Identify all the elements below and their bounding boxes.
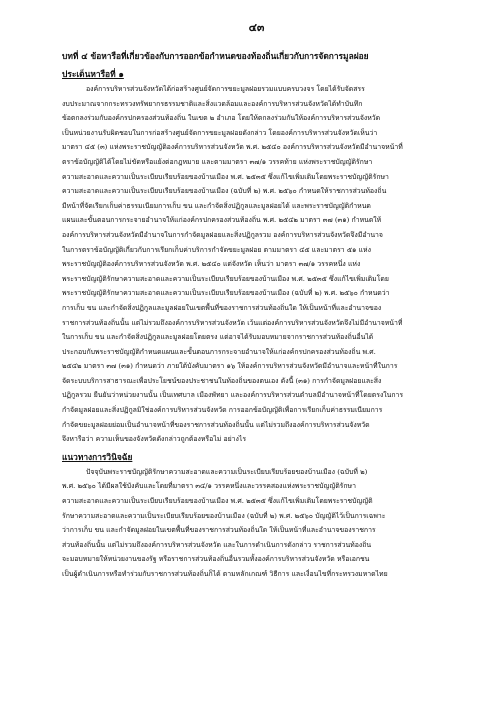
page-number: ๔๓ [248,21,265,34]
text-line: พระราชบัญญัติรักษาความสะอาดและความเป็นระเบียบเรียบร้อยของบ้านเมือง (ฉบับที่ ๒) พ.ศ. ๒๕๖๐ กำหนดว่า [62,289,390,298]
text-line: ในการตราข้อบัญญัติเกี่ยวกับการเรียกเก็บค่าบริการกำจัดขยะมูลฝอย ตามมาตรา ๔๕ และมาตรา ๕๑ แห่ง [62,245,371,254]
text-line: พระราชบัญญัติรักษาความสะอาดและความเป็นระเบียบเรียบร้อยของบ้านเมือง พ.ศ. ๒๕๓๕ ซึ่งแก้ไขเพิ่มเติมโดย [62,274,389,283]
text-line: องค์การบริหารส่วนจังหวัดได้ก่อสร้างศูนย์จัดการขยะมูลฝอยรวมแบบครบวงจร โดยได้รับจัดสรร [86,85,365,93]
text-line: ปัจจุบันพระราชบัญญัติรักษาความสะอาดและความเป็นระเบียบเรียบร้อยของบ้านเมือง (ฉบับที่ ๒) [86,467,368,476]
text-line: กำจัดมูลฝอยและสิ่งปฏิกูลมิใช่องค์การบริหารส่วนจังหวัด การออกข้อบัญญัติเพื่อการเรียกเก็บค่าธรรมเนียมการ [62,406,383,415]
text-line: รักษาความสะอาดและความเป็นระเบียบเรียบร้อยของบ้านเมือง (ฉบับที่ ๒) พ.ศ. ๒๕๖๐ บัญญัติไว้เป็นการเฉพาะ [62,511,386,520]
issue-heading: ประเด็นหารือที่ ๑ [62,69,124,79]
text-line: ตราข้อบัญญัติได้โดยไม่ขัดหรือแย้งต่อกฎหมาย และตามมาตรา ๓๗/๑ วรรคท้าย แห่งพระราชบัญญัติรักษา [62,157,373,166]
text-line: แผนและขั้นตอนการกระจายอำนาจให้แก่องค์กรปกครองส่วนท้องถิ่น พ.ศ. ๒๕๔๒ มาตรา ๓๗ (๓๑) กำหนดให้ [62,216,382,225]
text-line: ราชการส่วนท้องถิ่นนั้น แต่ไม่รวมถึงองค์การบริหารส่วนจังหวัด เว้นแต่องค์การบริหารส่วนจังหวัดจึงไม่มีอำนาจหน้าที่ [62,318,403,327]
text-line: ความสะอาดและความเป็นระเบียบเรียบร้อยของบ้านเมือง พ.ศ. ๒๕๓๕ ซึ่งแก้ไขเพิ่มเติมโดยพระราชบัญญัติ [62,497,373,506]
text-line: ส่วนท้องถิ่นนั้น แต่ไม่รวมถึงองค์การบริหารส่วนจังหวัด และในการดำเนินการดังกล่าว ราชการส่วนท้องถิ่น [62,540,372,549]
text-line: จัดระบบบริการสาธารณะเพื่อประโยชน์ของประชาชนในท้องถิ่นของตนเอง ดังนี้ (๓๑) การกำจัดมูลฝอยและสิ่ง [62,376,382,385]
text-line: ในการเก็บ ขน และกำจัดสิ่งปฏิกูลและมูลฝอยโดยตรง แต่อาจได้รับมอบหมายจากราชการส่วนท้องถิ่นอื่นได้ [62,333,374,342]
text-line: เป็นหน่วยงานรับผิดชอบในการก่อสร้างศูนย์จัดการขยะมูลฝอยดังกล่าว โดยองค์การบริหารส่วนจังหวัดเห็นว่า [62,128,378,137]
text-line: ความสะอาดและความเป็นระเบียบเรียบร้อยของบ้านเมือง พ.ศ. ๒๕๓๕ ซึ่งแก้ไขเพิ่มเติมโดยพระราชบัญญัติรักษา [62,172,389,181]
precedent-heading: แนวทางการวินิจฉัย [62,451,133,462]
text-line: ประกอบกับพระราชบัญญัติกำหนดแผนและขั้นตอนการกระจายอำนาจให้แก่องค์กรปกครองส่วนท้องถิ่น พ.ศ. [62,347,376,356]
text-line: จะมอบหมายให้หน่วยงานของรัฐ หรือราชการส่วนท้องถิ่นอื่นรวมทั้งองค์การบริหารส่วนจังหวัด หรือเอกชน [62,555,370,564]
text-line: ความสะอาดและความเป็นระเบียบเรียบร้อยของบ้านเมือง (ฉบับที่ ๒) พ.ศ. ๒๕๖๐ กำหนดให้ราชการส่วนท้องถิ่น [62,187,387,196]
text-line: ว่าการเก็บ ขน และกำจัดมูลฝอยในเขตพื้นที่ของราชการส่วนท้องถิ่นใด ให้เป็นหน้าที่และอำนาจของราชการ [62,526,376,535]
text-line: งบประมาณจากกระทรวงทรัพยากรธรรมชาติและสิ่งแวดล้อมและองค์การบริหารส่วนจังหวัดได้ทำบันทึก [62,99,363,108]
text-line: ๒๕๔๒ มาตรา ๓๗ (๓๑) กำหนดว่า ภายใต้บังคับมาตรา ๑๖ ให้องค์การบริหารส่วนจังหวัดมีอำนาจและหน้าที่ในการ [62,362,398,371]
text-line: เป็นผู้ดำเนินการหรือทำร่วมกับราชการส่วนท้องถิ่นก็ได้ ตามหลักเกณฑ์ วิธีการ และเงื่อนไขที่กระทรวงมหาดไทย [62,570,388,578]
chapter-title: บทที่ ๔ ข้อหารือที่เกี่ยวข้องกับการออกข้อกำหนดของท้องถิ่นเกี่ยวกับการจัดการมูลฝอย [62,51,369,61]
text-line: ข้อตกลงร่วมกับองค์กรปกครองส่วนท้องถิ่น ในเขต ๒ อำเภอ โดยให้ตกลงร่วมกันให้องค์การบริหารส่วนจังหวัด [62,114,381,123]
text-line: จึงหารือว่า ความเห็นของจังหวัดดังกล่าวถูกต้องหรือไม่ อย่างไร [62,435,247,444]
text-line: องค์การบริหารส่วนจังหวัดมีอำนาจในการกำจัดมูลฝอยและสิ่งปฏิกูลรวม องค์การบริหารส่วนจังหวัดจึงมีอำนาจ [62,230,383,239]
text-line: การเก็บ ขน และกำจัดสิ่งปฏิกูลและมูลฝอยในเขตพื้นที่ของราชการส่วนท้องถิ่นใด ให้เป็นหน้าที่และอำนาจของ [62,303,382,312]
text-line: กำจัดขยะมูลฝอยย่อมเป็นอำนาจหน้าที่ของราชการส่วนท้องถิ่นนั้น แต่ไม่รวมถึงองค์การบริหารส่วนจังหวัด [62,420,370,429]
issue-paragraph [62,82,451,447]
text-line: ปฏิกูลรวม ยืนยันว่าหน่วยงานนั้น เป็นเทศบาล เมืองพัทยา และองค์การบริหารส่วนตำบลมีอำนาจหน้าที่โดยตรงในการ [62,391,404,400]
text-line: มาตรา ๔๕ (๓) แห่งพระราชบัญญัติองค์การบริหารส่วนจังหวัด พ.ศ. ๒๕๔๐ องค์การบริหารส่วนจังหวัดมีอำนาจหน้าที่ [62,143,403,152]
text-line: พระราชบัญญัติองค์การบริหารส่วนจังหวัด พ.ศ. ๒๕๔๐ แต่จังหวัด เห็นว่า มาตรา ๓๗/๑ วรรคหนึ่ง แห่ง [62,260,361,269]
text-line: มีหน้าที่จัดเรียกเก็บค่าธรรมเนียมการเก็บ ขน และกำจัดสิ่งปฏิกูลและมูลฝอยได้ และพระราชบัญญัติกำหนด [62,201,371,210]
text-line: พ.ศ. ๒๕๖๐ ได้มีผลใช้บังคับและโดยที่มาตรา ๓๔/๑ วรรคหนึ่งและวรรคสองแห่งพระราชบัญญัติรักษา [62,482,356,491]
precedent-paragraph [62,465,451,582]
